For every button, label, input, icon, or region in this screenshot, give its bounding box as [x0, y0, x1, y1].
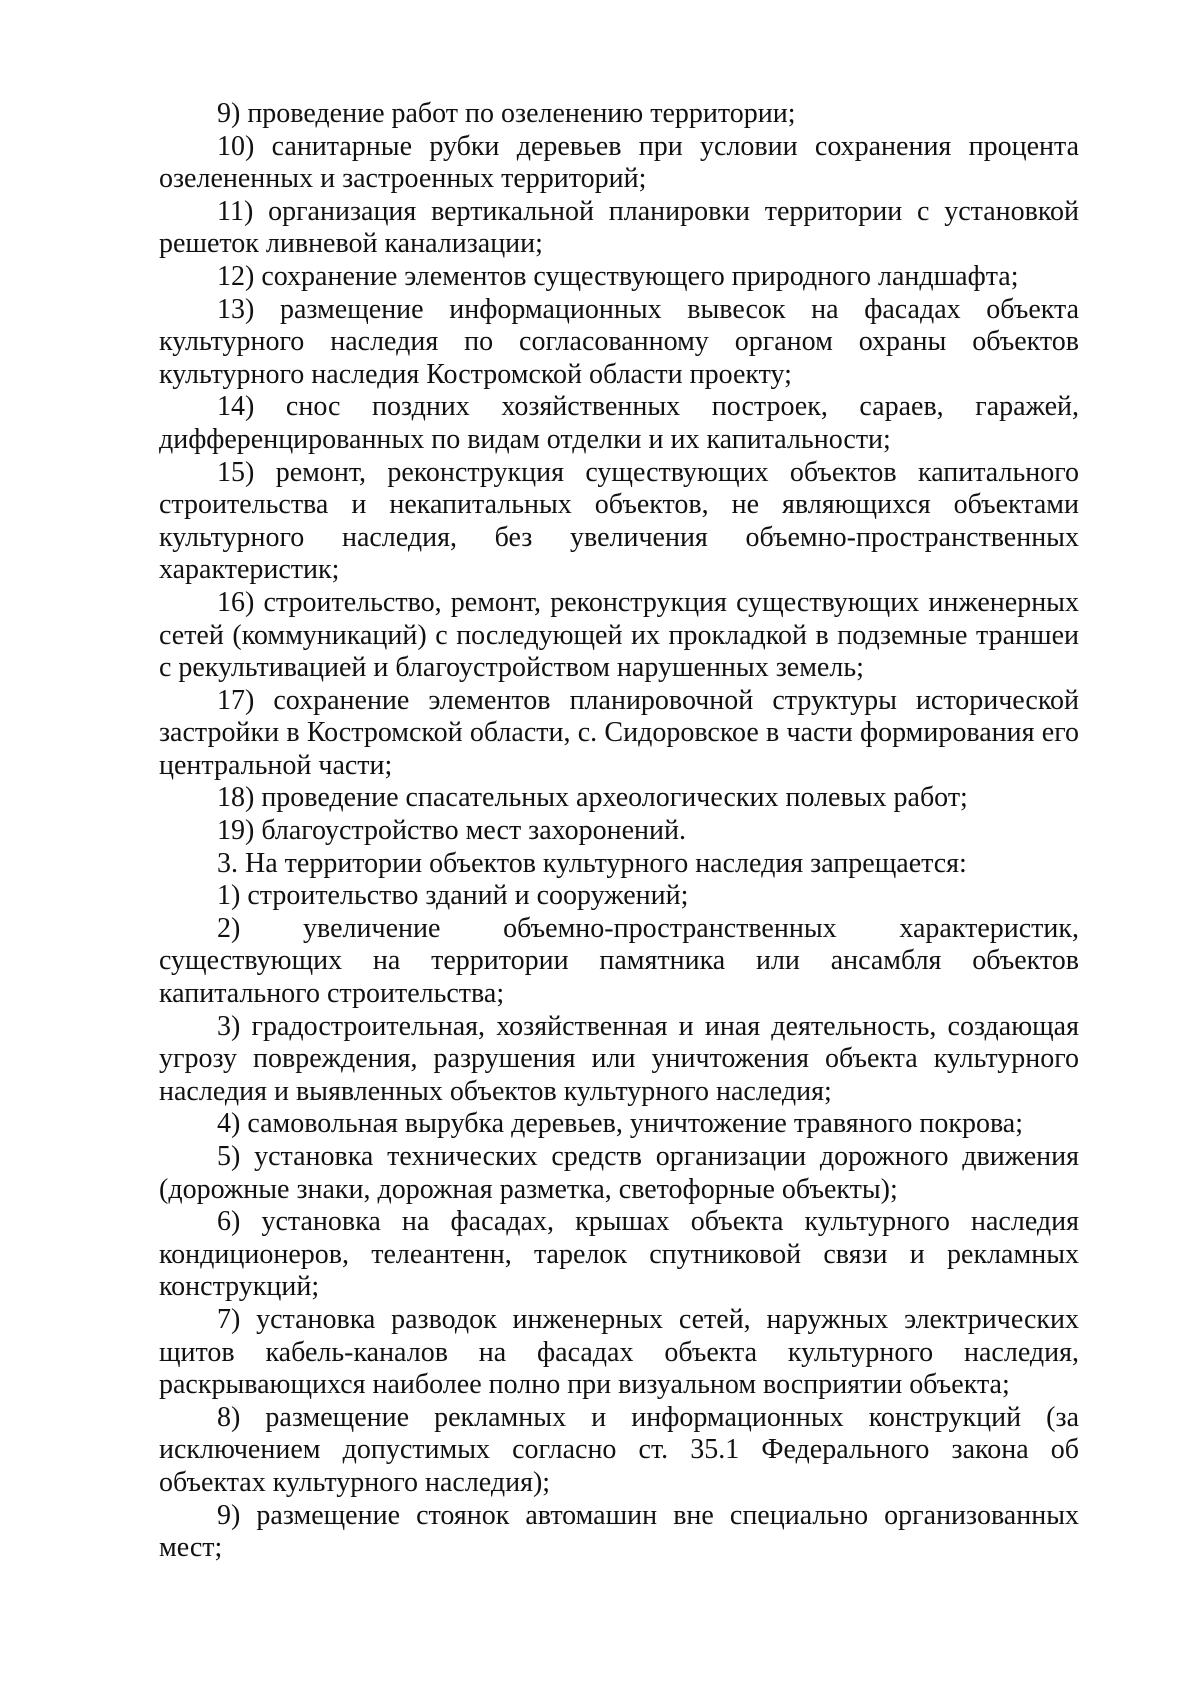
list-item: 2) увеличение объемно-пространственных характеристик, существующих на территории памятника или ансамбля объектов капитального строительства; — [159, 912, 1079, 1010]
list-item: 9) проведение работ по озеленению территории; — [217, 98, 796, 129]
list-item: 19) благоустройство мест захоронений. — [217, 815, 686, 847]
list-item: 15) ремонт, реконструкция существующих объектов капитального строительства и некапитальных объектов, не являющихся объектами культурного наследия, без увеличения объемно-пространственных характеристик; — [159, 456, 1079, 586]
list-item: 14) снос поздних хозяйственных построек, сараев, гаражей, дифференцированных по видам отделки и их капитальности; — [159, 391, 1079, 455]
list-item: 7) установка разводок инженерных сетей, наружных электрических щитов кабель-каналов на фасадах объекта культурного наследия, раскрывающихся наиболее полно при визуальном восприятии объекта; — [159, 1303, 1079, 1401]
list-item: 1) строительство зданий и сооружений; — [217, 880, 689, 912]
list-item: 17) сохранение элементов планировочной структуры исторической застройки в Костромской области, с. Сидоровское в части формирования его центральной части; — [159, 684, 1079, 781]
list-item: 11) организация вертикальной планировки территории с установкой решеток ливневой канализации; — [159, 195, 1079, 260]
list-item: 4) самовольная вырубка деревьев, уничтожение травяного покрова; — [217, 1108, 1023, 1140]
list-item: 3) градостроительная, хозяйственная и иная деятельность, создающая угрозу повреждения, разрушения или уничтожения объекта культурного наследия и выявленных объектов культурного наследия; — [159, 1010, 1079, 1107]
list-item: 10) санитарные рубки деревьев при условии сохранения процента озелененных и застроенных территорий; — [159, 130, 1079, 195]
list-item: 6) установка на фасадах, крышах объекта культурного наследия кондиционеров, телеантенн, тарелок спутниковой связи и рекламных конструкций; — [159, 1206, 1079, 1303]
section-heading: 3. На территории объектов культурного наследия запрещается: — [217, 847, 967, 879]
list-item: 5) установка технических средств организации дорожного движения (дорожные знаки, дорожная разметка, светофорные объекты); — [159, 1141, 1079, 1205]
list-item: 9) размещение стоянок автомашин вне специально организованных мест; — [159, 1499, 1079, 1564]
list-item: 18) проведение спасательных археологических полевых работ; — [217, 782, 968, 814]
list-item: 16) строительство, ремонт, реконструкция существующих инженерных сетей (коммуникаций) с последующей их прокладкой в подземные траншеи с рекультивацией и благоустройством нарушенных земель; — [159, 586, 1079, 684]
list-item: 8) размещение рекламных и информационных конструкций (за исключением допустимых согласно ст. 35.1 Федерального закона об объектах культурного наследия); — [159, 1401, 1079, 1498]
document-body — [159, 98, 1079, 1565]
list-item: 13) размещение информационных вывесок на фасадах объекта культурного наследия по согласованному органом охраны объектов культурного наследия Костромской области проекту; — [159, 293, 1079, 390]
list-item: 12) сохранение элементов существующего природного ландшафта; — [217, 260, 1019, 292]
